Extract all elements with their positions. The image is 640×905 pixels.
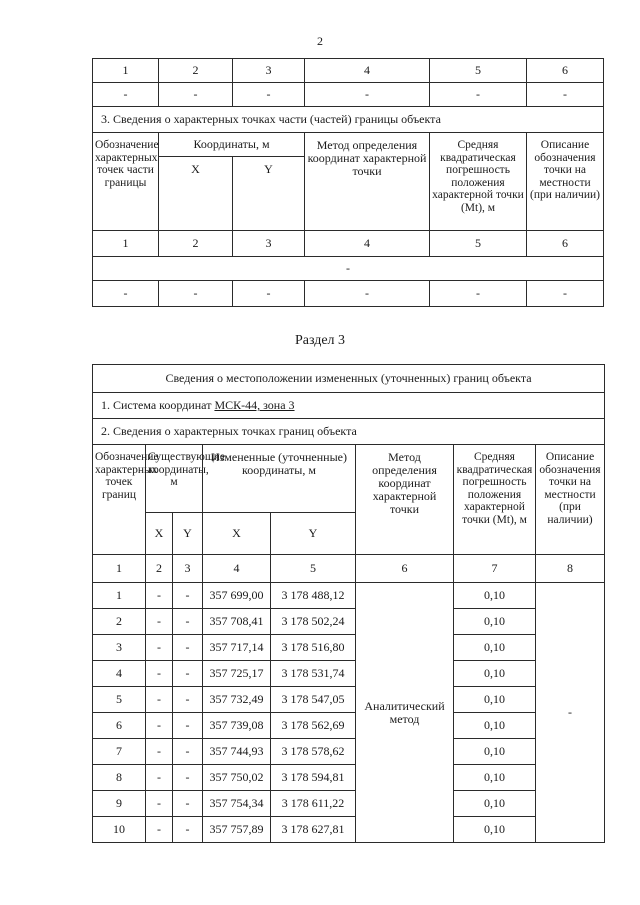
header-x: X (159, 157, 233, 231)
header-method: Метод определения координат характерной точки (305, 133, 430, 231)
point-number: 2 (93, 609, 146, 635)
table-cell: 6 (356, 555, 454, 583)
table-cell: - (527, 83, 604, 107)
table-title: Сведения о местоположении измененных (уточненных) границ объекта (93, 365, 605, 393)
method-value: Аналитический метод (356, 583, 454, 843)
header-changed: Измененные (уточненные) координаты, м (203, 445, 356, 513)
table-cell: 2 (159, 59, 233, 83)
table-cell: 8 (536, 555, 605, 583)
boundary-part-table (92, 58, 604, 307)
header-x: X (146, 513, 173, 555)
header-existing: Существующие координаты, м (146, 445, 203, 513)
table-row (93, 365, 605, 393)
table-row (93, 231, 604, 257)
page-number: 2 (317, 34, 323, 48)
changed-y: 3 178 547,05 (271, 687, 356, 713)
header-designation: Обозначение характерных точек части границы (93, 133, 159, 231)
table-row (93, 765, 605, 791)
point-number: 5 (93, 687, 146, 713)
table-cell: 1 (93, 59, 159, 83)
existing-y: - (173, 713, 203, 739)
coordinate-system (93, 393, 605, 419)
table-cell: - (93, 257, 604, 281)
table-cell: 2 (159, 231, 233, 257)
table-cell: 1 (93, 231, 159, 257)
table-cell: - (233, 83, 305, 107)
table-cell: - (93, 281, 159, 307)
header-error: Средняя квадратическая погрешность положения характерной точки (Mt), м (454, 445, 536, 555)
table-row (93, 133, 604, 157)
table-cell: 7 (454, 555, 536, 583)
point-number: 9 (93, 791, 146, 817)
error-value: 0,10 (454, 687, 536, 713)
point-number: 4 (93, 661, 146, 687)
table-cell: 3 (173, 555, 203, 583)
error-value: 0,10 (454, 661, 536, 687)
error-value: 0,10 (454, 739, 536, 765)
changed-y: 3 178 578,62 (271, 739, 356, 765)
changed-boundaries-table (92, 364, 605, 843)
changed-x: 357 708,41 (203, 609, 271, 635)
table-cell: 5 (430, 59, 527, 83)
table-row (93, 791, 605, 817)
point-number: 10 (93, 817, 146, 843)
table-cell: 2 (146, 555, 173, 583)
table-cell: 4 (305, 231, 430, 257)
section-title: Раздел 3 (294, 333, 346, 348)
existing-y: - (173, 661, 203, 687)
existing-y: - (173, 791, 203, 817)
existing-x: - (146, 713, 173, 739)
point-number: 7 (93, 739, 146, 765)
point-number: 3 (93, 635, 146, 661)
description-value: - (536, 583, 605, 843)
table-row (93, 555, 605, 583)
changed-y: 3 178 627,81 (271, 817, 356, 843)
existing-y: - (173, 765, 203, 791)
table-cell: - (159, 281, 233, 307)
table-row (93, 393, 605, 419)
table-cell: - (527, 281, 604, 307)
header-x-changed: X (203, 513, 271, 555)
header-y: Y (233, 157, 305, 231)
changed-x: 357 750,02 (203, 765, 271, 791)
existing-x: - (146, 609, 173, 635)
existing-x: - (146, 661, 173, 687)
table-row (93, 739, 605, 765)
existing-y: - (173, 635, 203, 661)
table-cell: 3 (233, 231, 305, 257)
changed-x: 357 717,14 (203, 635, 271, 661)
changed-y: 3 178 516,80 (271, 635, 356, 661)
changed-x: 357 744,93 (203, 739, 271, 765)
table-cell: - (305, 83, 430, 107)
point-number: 6 (93, 713, 146, 739)
table-cell: 1 (93, 555, 146, 583)
coordinate-system-value: МСК-44, зона 3 (214, 398, 295, 412)
table-row (93, 687, 605, 713)
header-description: Описание обозначения точки на местности (при наличии) (527, 133, 604, 231)
existing-x: - (146, 635, 173, 661)
changed-x: 357 732,49 (203, 687, 271, 713)
header-y-changed: Y (271, 513, 356, 555)
table-row (93, 59, 604, 83)
existing-x: - (146, 687, 173, 713)
points-section-title: 2. Сведения о характерных точках границ объекта (93, 419, 605, 445)
changed-y: 3 178 502,24 (271, 609, 356, 635)
existing-x: - (146, 739, 173, 765)
changed-x: 357 754,34 (203, 791, 271, 817)
table-cell: - (93, 83, 159, 107)
table-cell: 6 (527, 59, 604, 83)
changed-x: 357 757,89 (203, 817, 271, 843)
table-row (93, 817, 605, 843)
point-number: 8 (93, 765, 146, 791)
table-cell: 4 (305, 59, 430, 83)
table-row (93, 419, 605, 445)
table-row (93, 713, 605, 739)
error-value: 0,10 (454, 635, 536, 661)
changed-x: 357 725,17 (203, 661, 271, 687)
error-value: 0,10 (454, 583, 536, 609)
table-row (93, 257, 604, 281)
changed-y: 3 178 531,74 (271, 661, 356, 687)
table-cell: 5 (430, 231, 527, 257)
table-row (93, 281, 604, 307)
table-cell: - (430, 83, 527, 107)
changed-y: 3 178 562,69 (271, 713, 356, 739)
error-value: 0,10 (454, 791, 536, 817)
table-cell: 6 (527, 231, 604, 257)
existing-y: - (173, 583, 203, 609)
existing-y: - (173, 687, 203, 713)
table-row (93, 583, 605, 609)
table-row (93, 635, 605, 661)
error-value: 0,10 (454, 713, 536, 739)
changed-y: 3 178 488,12 (271, 583, 356, 609)
table-cell: 4 (203, 555, 271, 583)
existing-x: - (146, 583, 173, 609)
table-row (93, 609, 605, 635)
existing-x: - (146, 791, 173, 817)
header-method: Метод определения координат характерной точки (356, 445, 454, 555)
table-row (93, 661, 605, 687)
header-coords: Координаты, м (159, 133, 305, 157)
changed-y: 3 178 611,22 (271, 791, 356, 817)
error-value: 0,10 (454, 817, 536, 843)
error-value: 0,10 (454, 609, 536, 635)
table-cell: 5 (271, 555, 356, 583)
table-row (93, 107, 604, 133)
existing-x: - (146, 765, 173, 791)
table-cell: - (159, 83, 233, 107)
header-designation: Обозначение характерных точек границ (93, 445, 146, 555)
changed-y: 3 178 594,81 (271, 765, 356, 791)
existing-y: - (173, 739, 203, 765)
existing-y: - (173, 817, 203, 843)
changed-x: 357 699,00 (203, 583, 271, 609)
existing-y: - (173, 609, 203, 635)
header-description: Описание обозначения точки на местности (при наличии) (536, 445, 605, 555)
header-y: Y (173, 513, 203, 555)
table-row (93, 445, 605, 513)
table-cell: - (305, 281, 430, 307)
changed-x: 357 739,08 (203, 713, 271, 739)
header-error: Средняя квадратическая погрешность положения характерной точки (Mt), м (430, 133, 527, 231)
part-section-title: 3. Сведения о характерных точках части (частей) границы объекта (93, 107, 604, 133)
error-value: 0,10 (454, 765, 536, 791)
table-cell: 3 (233, 59, 305, 83)
existing-x: - (146, 817, 173, 843)
table-row (93, 83, 604, 107)
table-cell: - (233, 281, 305, 307)
point-number: 1 (93, 583, 146, 609)
table-cell: - (430, 281, 527, 307)
coordinate-system-label: 1. Система координат (101, 398, 215, 412)
